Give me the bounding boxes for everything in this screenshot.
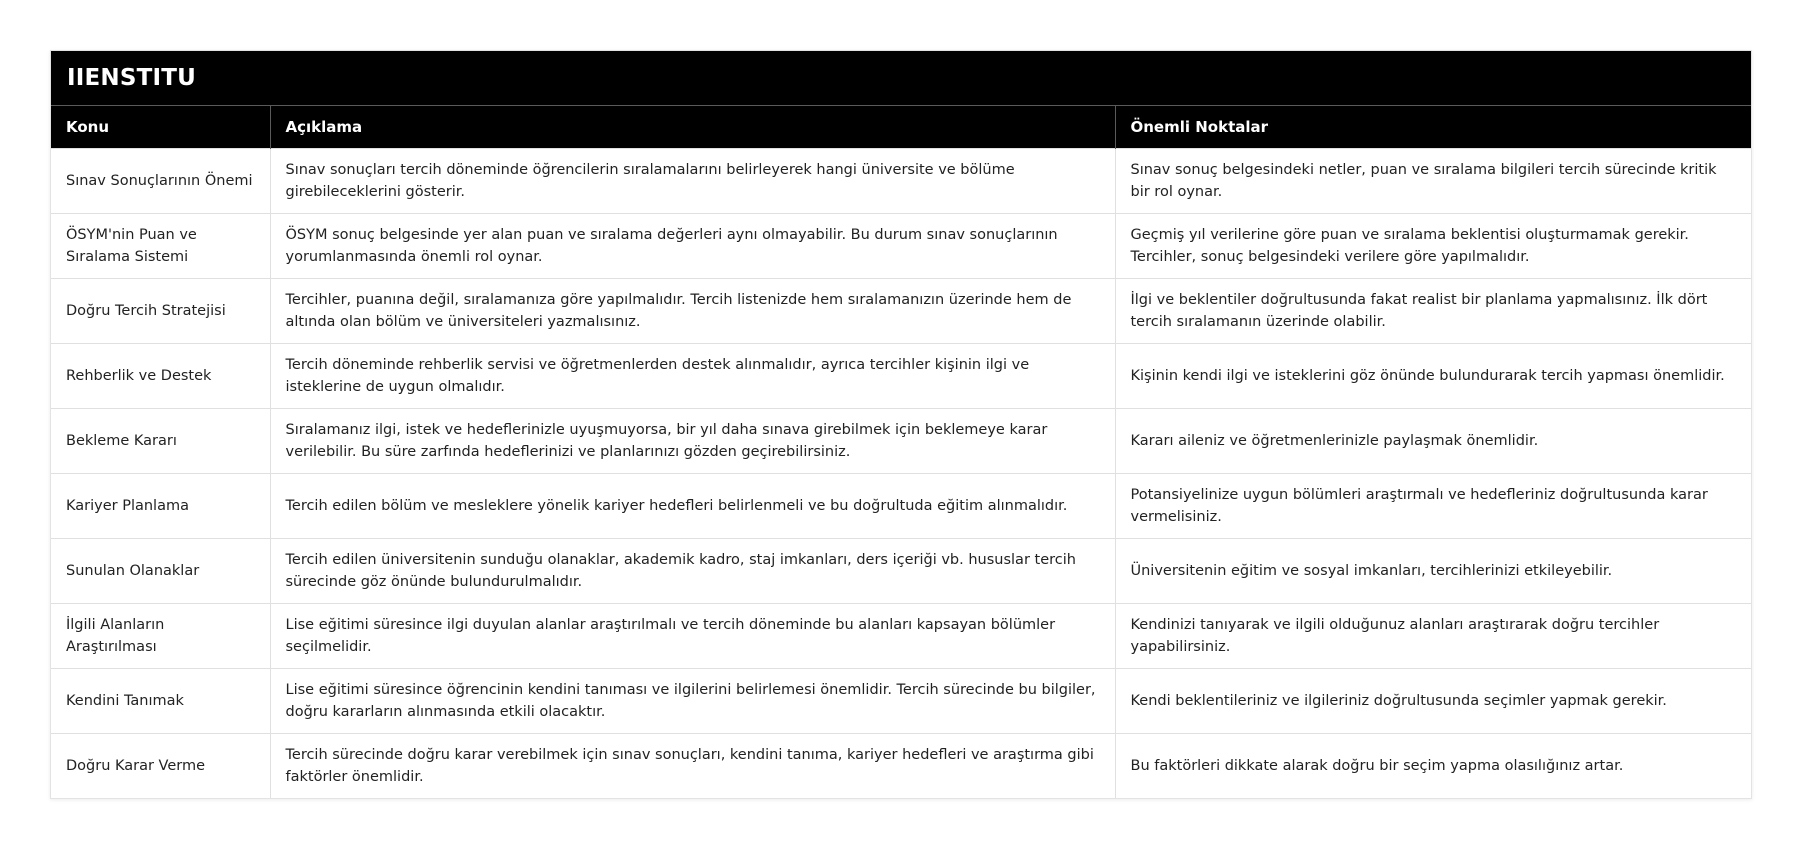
table-row [51,149,1751,214]
cell-aciklama: Tercih edilen üniversitenin sunduğu olanaklar, akademik kadro, staj imkanları, ders içeriği vb. hususlar tercih sürecinde göz önünde bulundurulmalıdır. [270,539,1115,604]
cell-onemli-noktalar: Geçmiş yıl verilerine göre puan ve sıralama beklentisi oluşturmamak gerekir. Tercihler, sonuç belgesindeki verilere göre yapılmalıdır. [1115,214,1751,279]
cell-aciklama: Lise eğitimi süresince ilgi duyulan alanlar araştırılmalı ve tercih döneminde bu alanları kapsayan bölümler seçilmelidir. [270,604,1115,669]
header-onemli-noktalar: Önemli Noktalar [1115,106,1751,149]
cell-onemli-noktalar: Kişinin kendi ilgi ve isteklerini göz önünde bulundurarak tercih yapması önemlidir. [1115,344,1751,409]
info-table [51,106,1751,798]
cell-onemli-noktalar: Bu faktörleri dikkate alarak doğru bir seçim yapma olasılığınız artar. [1115,734,1751,799]
cell-aciklama: Tercih sürecinde doğru karar verebilmek için sınav sonuçları, kendini tanıma, kariyer hedefleri ve araştırma gibi faktörler önemlidir. [270,734,1115,799]
table-body [51,149,1751,799]
cell-aciklama: Tercih edilen bölüm ve mesleklere yönelik kariyer hedefleri belirlenmeli ve bu doğrultuda eğitim alınmalıdır. [270,474,1115,539]
cell-aciklama: ÖSYM sonuç belgesinde yer alan puan ve sıralama değerleri aynı olmayabilir. Bu durum sınav sonuçlarının yorumlanmasında önemli rol oynar. [270,214,1115,279]
cell-aciklama: Sınav sonuçları tercih döneminde öğrencilerin sıralamalarını belirleyerek hangi üniversite ve bölüme girebileceklerini gösterir. [270,149,1115,214]
header-row [51,106,1751,149]
cell-konu: Sınav Sonuçlarının Önemi [51,149,270,214]
table-row [51,409,1751,474]
cell-onemli-noktalar: Sınav sonuç belgesindeki netler, puan ve sıralama bilgileri tercih sürecinde kritik bir rol oynar. [1115,149,1751,214]
cell-konu: Kendini Tanımak [51,669,270,734]
cell-onemli-noktalar: Kendi beklentileriniz ve ilgileriniz doğrultusunda seçimler yapmak gerekir. [1115,669,1751,734]
cell-konu: ÖSYM'nin Puan ve Sıralama Sistemi [51,214,270,279]
table-row [51,734,1751,799]
cell-onemli-noktalar: Potansiyelinize uygun bölümleri araştırmalı ve hedefleriniz doğrultusunda karar vermelisiniz. [1115,474,1751,539]
table-row [51,604,1751,669]
cell-onemli-noktalar: İlgi ve beklentiler doğrultusunda fakat realist bir planlama yapmalısınız. İlk dört tercih sıralamanın üzerinde olabilir. [1115,279,1751,344]
cell-aciklama: Lise eğitimi süresince öğrencinin kendini tanıması ve ilgilerini belirlemesi önemlidir. Tercih sürecinde bu bilgiler, doğru kararların alınmasında etkili olacaktır. [270,669,1115,734]
cell-aciklama: Tercih döneminde rehberlik servisi ve öğretmenlerden destek alınmalıdır, ayrıca tercihler kişinin ilgi ve isteklerine de uygun olmalıdır. [270,344,1115,409]
cell-onemli-noktalar: Kararı aileniz ve öğretmenlerinizle paylaşmak önemlidir. [1115,409,1751,474]
brand-header [51,51,1751,106]
table-row [51,214,1751,279]
cell-konu: Sunulan Olanaklar [51,539,270,604]
cell-aciklama: Sıralamanız ilgi, istek ve hedeflerinizle uyuşmuyorsa, bir yıl daha sınava girebilmek için beklemeye karar verilebilir. Bu süre zarfında hedeflerinizi ve planlarınızı gözden geçirebilirsiniz. [270,409,1115,474]
info-table-card [50,50,1752,799]
cell-konu: Rehberlik ve Destek [51,344,270,409]
cell-konu: Doğru Tercih Stratejisi [51,279,270,344]
table-row [51,539,1751,604]
cell-konu: İlgili Alanların Araştırılması [51,604,270,669]
header-konu: Konu [51,106,270,149]
table-row [51,474,1751,539]
cell-konu: Doğru Karar Verme [51,734,270,799]
table-row [51,669,1751,734]
cell-onemli-noktalar: Kendinizi tanıyarak ve ilgili olduğunuz alanları araştırarak doğru tercihler yapabilirsiniz. [1115,604,1751,669]
cell-konu: Bekleme Kararı [51,409,270,474]
table-row [51,344,1751,409]
table-row [51,279,1751,344]
table-head [51,106,1751,149]
brand-title: IIENSTITU [67,65,197,91]
cell-aciklama: Tercihler, puanına değil, sıralamanıza göre yapılmalıdır. Tercih listenizde hem sıralamanızın üzerinde hem de altında olan bölüm ve üniversiteleri yazmalısınız. [270,279,1115,344]
cell-onemli-noktalar: Üniversitenin eğitim ve sosyal imkanları, tercihlerinizi etkileyebilir. [1115,539,1751,604]
cell-konu: Kariyer Planlama [51,474,270,539]
header-aciklama: Açıklama [270,106,1115,149]
